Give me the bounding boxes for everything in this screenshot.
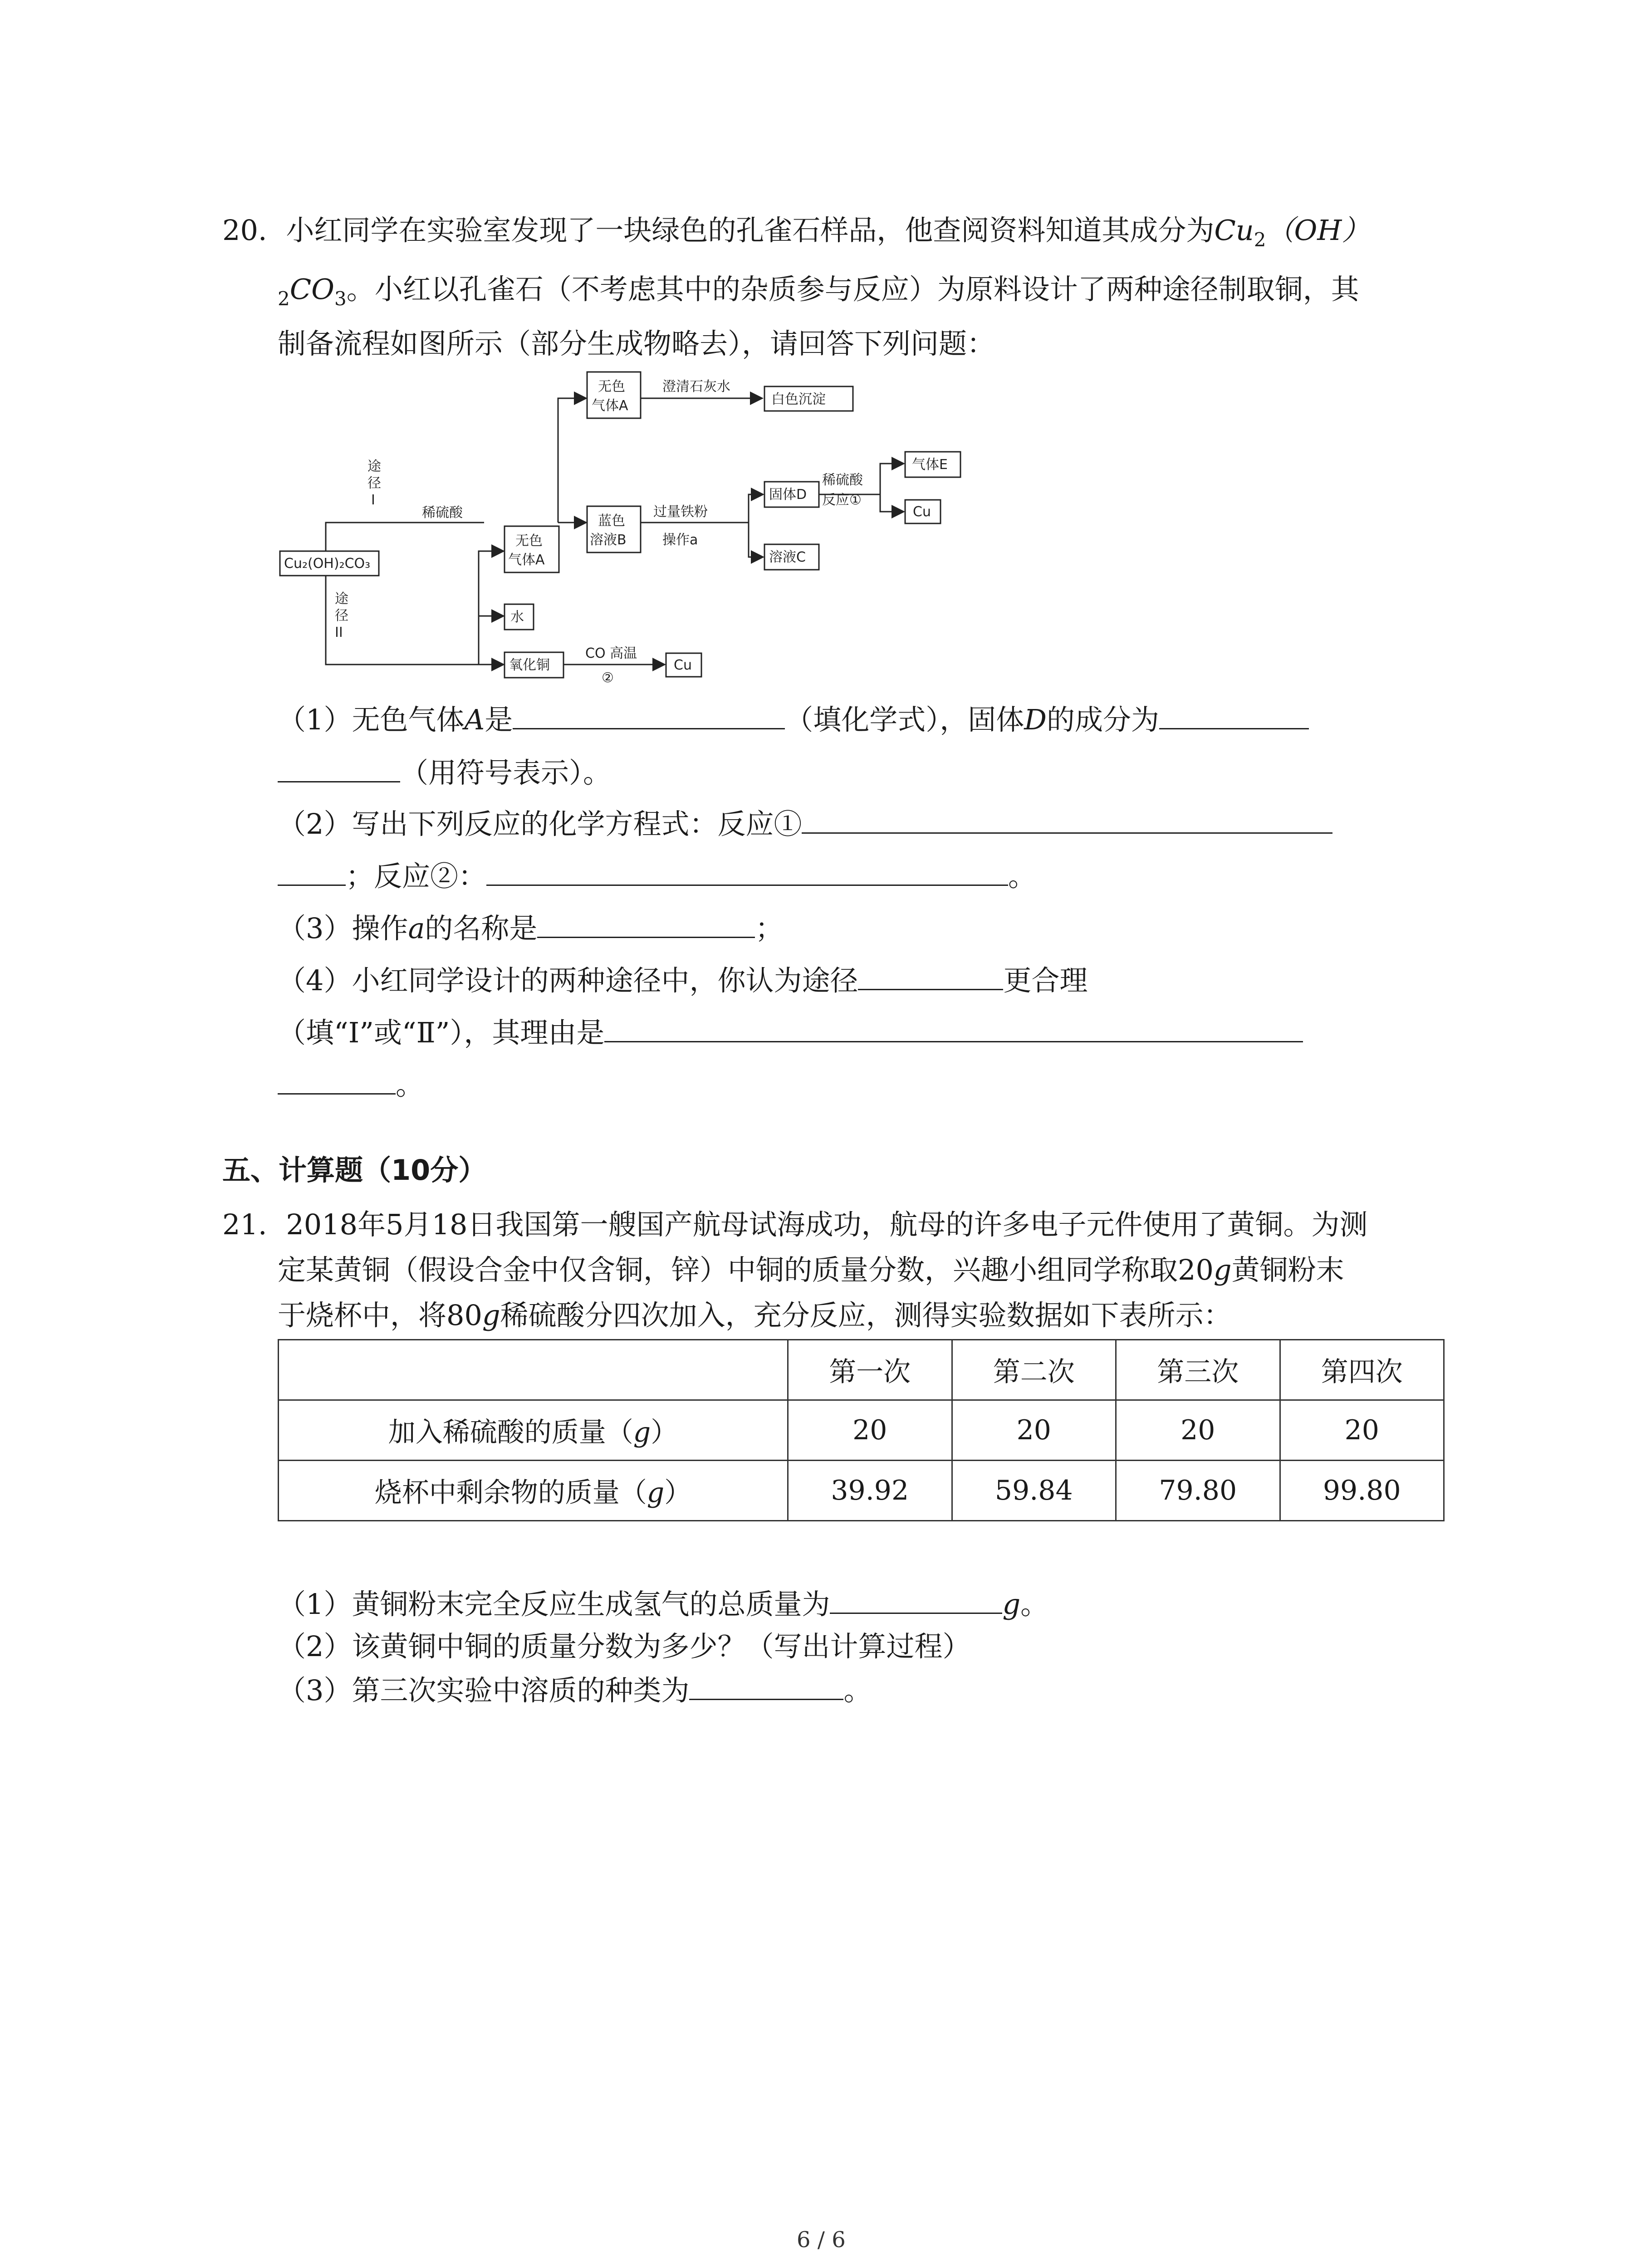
section-5-title: 五、计算题（10分） — [222, 1154, 487, 1187]
table-header-cell: 第四次 — [1280, 1340, 1444, 1400]
table-cell: 99.80 — [1280, 1461, 1444, 1521]
svg-text:溶液C: 溶液C — [769, 549, 806, 565]
answer-blank-operation-a[interactable] — [537, 909, 755, 938]
svg-text:气体A: 气体A — [592, 398, 628, 414]
svg-text:稀硫酸: 稀硫酸 — [822, 472, 863, 488]
table-cell: 79.80 — [1116, 1461, 1280, 1521]
route-1-line — [326, 523, 484, 551]
table-row — [279, 1400, 1444, 1461]
question-21-line-3: 于烧杯中，将80g稀硫酸分四次加入，充分反应，测得实验数据如下表所示： — [278, 1299, 1232, 1332]
table-header-cell: 第一次 — [788, 1340, 952, 1400]
table-header-cell — [279, 1340, 788, 1400]
q20-part-2-line-2: ；反应②： 。 — [278, 857, 1036, 894]
q20-part-1-line-2: （用符号表示）。 — [278, 754, 611, 791]
svg-text:过量铁粉: 过量铁粉 — [653, 504, 708, 520]
answer-blank-solid-d-a[interactable] — [1159, 701, 1309, 729]
svg-text:白色沉淀: 白色沉淀 — [771, 391, 826, 407]
table-header-cell: 第三次 — [1116, 1340, 1280, 1400]
answer-blank-gas-a[interactable] — [513, 701, 785, 729]
experiment-data-table — [278, 1339, 1445, 1521]
answer-blank-hydrogen-mass[interactable] — [830, 1585, 1002, 1614]
table-cell: 20 — [1116, 1400, 1280, 1461]
answer-blank-reaction-1-a[interactable] — [802, 805, 1332, 834]
row-label: 加入稀硫酸的质量（g） — [279, 1400, 788, 1461]
q21-part-2: （2）该黄铜中铜的质量分数为多少？（写出计算过程） — [278, 1630, 971, 1663]
svg-text:气体A: 气体A — [508, 552, 545, 568]
svg-text:I: I — [371, 492, 375, 508]
svg-text:反应①: 反应① — [822, 492, 862, 508]
start-label: Cu₂(OH)₂CO₃ — [284, 556, 371, 572]
question-number: 20. — [222, 214, 267, 247]
svg-text:途: 途 — [367, 459, 381, 474]
question-20-line-3: 制备流程如图所示（部分生成物略去），请回答下列问题： — [278, 327, 995, 360]
svg-text:操作a: 操作a — [662, 532, 698, 548]
answer-blank-reaction-1-b[interactable] — [278, 857, 346, 886]
svg-text:蓝色: 蓝色 — [598, 513, 625, 529]
preparation-flow-diagram — [272, 363, 948, 689]
q21-part-3: （3）第三次实验中溶质的种类为 。 — [278, 1672, 872, 1709]
table-header-row — [279, 1340, 1444, 1400]
route-2-line — [326, 576, 479, 665]
row-label: 烧杯中剩余物的质量（g） — [279, 1461, 788, 1521]
svg-text:径: 径 — [335, 608, 348, 624]
question-21-line-1: 21. 2018年5月18日我国第一艘国产航母试海成功，航母的许多电子元件使用了黄铜。为测 — [222, 1208, 1368, 1241]
question-20-line-1: 20. 小红同学在实验室发现了一块绿色的孔雀石样品，他查阅资料知道其成分为$Cu_2(OH)$ — [222, 214, 1370, 251]
svg-text:Cu: Cu — [913, 504, 931, 520]
answer-blank-reason-b[interactable] — [278, 1066, 396, 1095]
question-21-line-2: 定某黄铜（假设合金中仅含铜，锌）中铜的质量分数，兴趣小组同学称取20g黄铜粉末 — [278, 1253, 1344, 1286]
q20-part-4: （4）小红同学设计的两种途径中，你认为途径 更合理 — [278, 962, 1087, 999]
svg-text:固体D: 固体D — [769, 487, 807, 503]
svg-text:无色: 无色 — [598, 379, 625, 395]
svg-text:澄清石灰水: 澄清石灰水 — [662, 379, 730, 395]
table-cell: 39.92 — [788, 1461, 952, 1521]
svg-text:气体E: 气体E — [912, 457, 948, 473]
question-number: 21. — [222, 1208, 267, 1241]
svg-text:径: 径 — [367, 475, 381, 491]
q20-part-2: （2）写出下列反应的化学方程式：反应① — [278, 805, 1332, 842]
svg-text:氧化铜: 氧化铜 — [509, 657, 550, 673]
table-cell: 59.84 — [952, 1461, 1116, 1521]
answer-blank-solid-d-b[interactable] — [278, 754, 400, 782]
answer-blank-solute-types[interactable] — [689, 1672, 843, 1700]
svg-text:无色: 无色 — [515, 533, 543, 549]
table-cell: 20 — [952, 1400, 1116, 1461]
answer-blank-reason-a[interactable] — [604, 1014, 1303, 1042]
q20-part-4-line-3: 。 — [278, 1066, 424, 1103]
svg-text:途: 途 — [335, 591, 348, 607]
svg-text:溶液B: 溶液B — [590, 532, 627, 548]
q20-part-4-line-2: （填“Ⅰ”或“Ⅱ”），其理由是 — [278, 1014, 1303, 1051]
svg-text:②: ② — [602, 670, 614, 686]
svg-text:稀硫酸: 稀硫酸 — [422, 505, 463, 521]
q20-part-1: （1）无色气体A是 （填化学式），固体D的成分为 — [278, 701, 1309, 738]
svg-text:水: 水 — [510, 609, 524, 625]
page-number: 6 / 6 — [797, 2227, 846, 2253]
table-cell: 20 — [788, 1400, 952, 1461]
question-20-line-2: $_2CO_3$。小红以孔雀石（不考虑其中的杂质参与反应）为原料设计了两种途径制取铜，其 — [278, 273, 1359, 310]
q21-part-1: （1）黄铜粉末完全反应生成氢气的总质量为 g。 — [278, 1585, 1048, 1623]
table-row — [279, 1461, 1444, 1521]
table-cell: 20 — [1280, 1400, 1444, 1461]
q20-part-3: （3）操作a的名称是 ； — [278, 909, 783, 947]
answer-blank-route[interactable] — [858, 962, 1003, 990]
svg-text:II: II — [335, 625, 343, 640]
svg-text:CO 高温: CO 高温 — [585, 645, 637, 661]
answer-blank-reaction-2[interactable] — [486, 857, 1008, 886]
table-header-cell: 第二次 — [952, 1340, 1116, 1400]
svg-text:Cu: Cu — [674, 657, 692, 673]
